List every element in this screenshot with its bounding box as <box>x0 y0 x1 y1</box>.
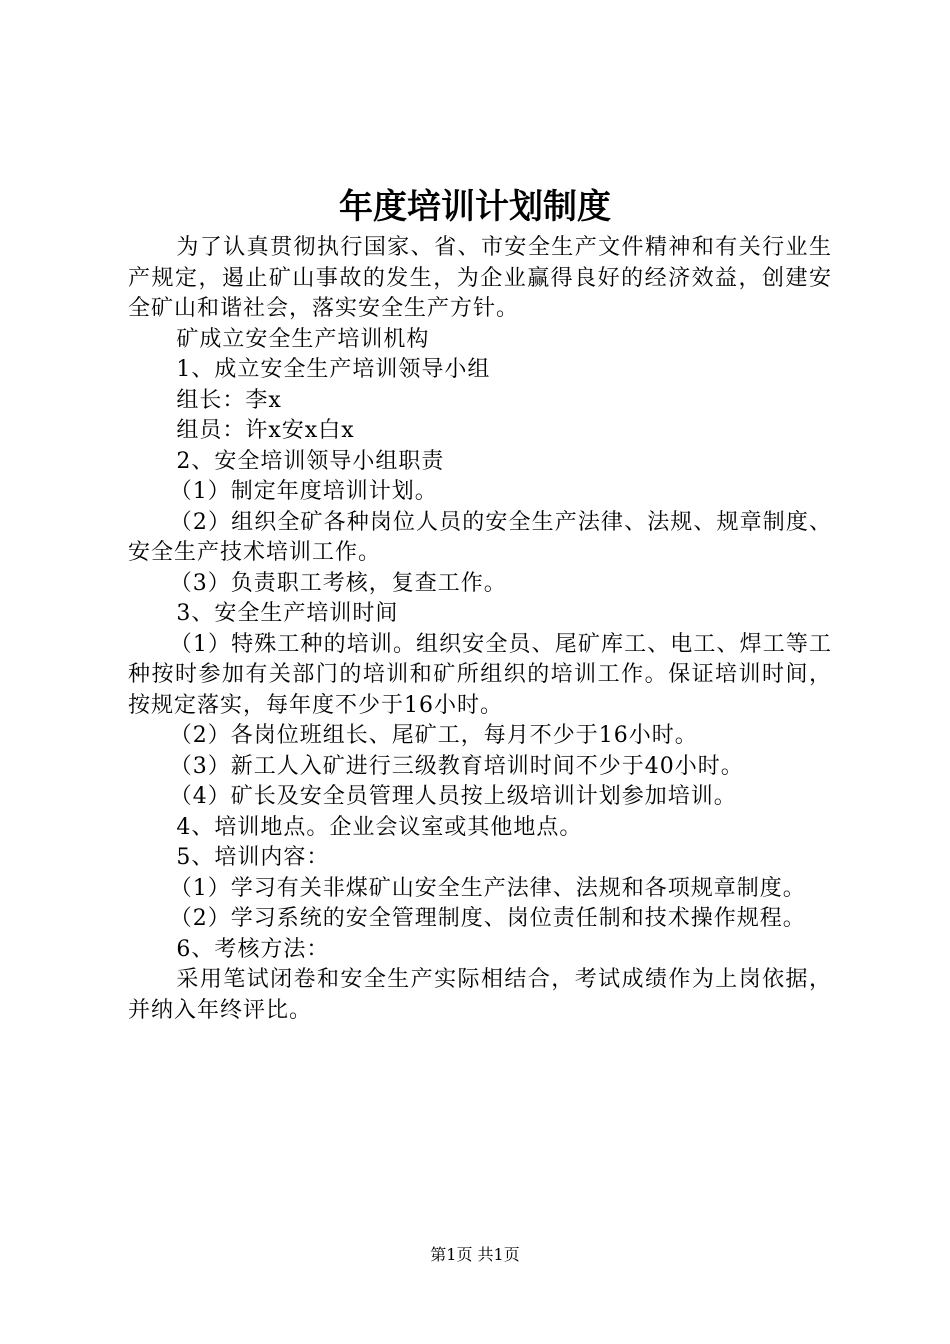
list-item: （1）制定年度培训计划。 <box>169 479 438 504</box>
list-item: （1）学习有关非煤矿山安全生产法律、法规和各项规章制度。 <box>169 875 806 901</box>
paragraph-assessment: 采用笔试闭卷和安全生产实际相结合，考试成绩作为上岗依据，并纳入年终评比。 <box>128 967 832 1023</box>
list-item: （1）特殊工种的培训。组织安全员、尾矿库工、电工、焊工等工种按时参加有关部门的培训和矿所组织的培训工作。保证培训时间，按规定落实，每年度不少于16小时。 <box>128 631 832 718</box>
paragraph-organization: 矿成立安全生产培训机构 <box>176 326 430 352</box>
page-number-footer: 第1页 共1页 <box>430 1245 520 1264</box>
section-heading-5: 5、培训内容： <box>176 845 330 870</box>
section-heading-1: 1、成立安全生产培训领导小组 <box>176 357 491 382</box>
paragraph-members: 组员：许x安x白x <box>176 418 355 443</box>
list-item: （2）组织全矿各种岗位人员的安全生产法律、法规、规章制度、安全生产技术培训工作。 <box>128 509 832 565</box>
section-heading-4: 4、培训地点。企业会议室或其他地点。 <box>176 814 583 840</box>
list-item: （3）负责职工考核，复查工作。 <box>169 570 507 596</box>
paragraph-leader: 组长：李x <box>176 387 282 413</box>
paragraph-intro: 为了认真贯彻执行国家、省、市安全生产文件精神和有关行业生产规定，遏止矿山事故的发生，为企业赢得良好的经济效益，创建安全矿山和谐社会，落实安全生产方针。 <box>128 235 832 321</box>
section-heading-3: 3、安全生产培训时间 <box>176 601 399 626</box>
list-item: （2）学习系统的安全管理制度、岗位责任制和技术操作规程。 <box>169 906 806 931</box>
section-heading-6: 6、考核方法： <box>176 936 330 962</box>
list-item: （4）矿长及安全员管理人员按上级培训计划参加培训。 <box>169 784 737 809</box>
list-item: （3）新工人入矿进行三级教育培训时间不少于40小时。 <box>169 753 744 779</box>
list-item: （2）各岗位班组长、尾矿工，每月不少于16小时。 <box>169 723 698 748</box>
document-title: 年度培训计划制度 <box>339 187 611 227</box>
document-body <box>128 233 832 1026</box>
section-heading-2: 2、安全培训领导小组职责 <box>176 448 445 474</box>
